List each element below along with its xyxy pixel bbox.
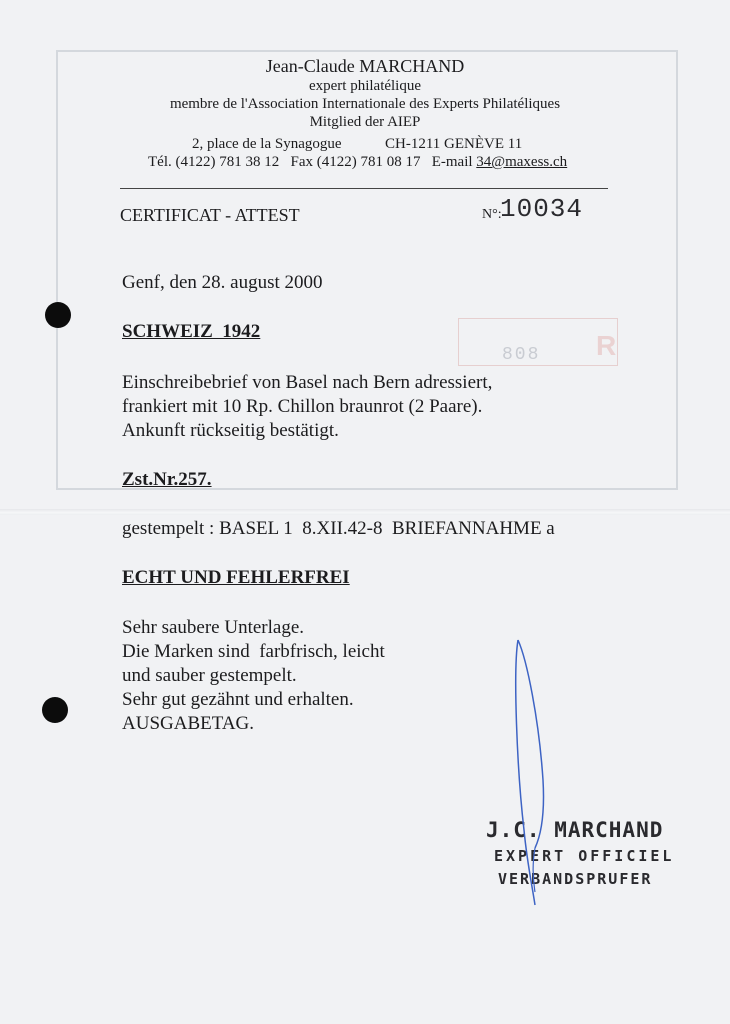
membership-line: membre de l'Association Internationale des Experts Philatéliques [169, 96, 561, 112]
description-line-3: Ankunft rückseitig bestätigt. [122, 420, 339, 441]
note-line-4: Sehr gut gezähnt und erhalten. [122, 689, 354, 710]
punch-hole-top [45, 302, 71, 328]
signature-mark [505, 630, 555, 915]
stamp-line-1: J.C. MARCHAND [486, 818, 664, 842]
stamp-line-3: VERBANDSPRUFER [498, 870, 653, 888]
verdict-heading: ECHT UND FEHLERFREI [122, 567, 350, 588]
catalog-number: Zst.Nr.257. [122, 469, 212, 490]
note-line-1: Sehr saubere Unterlage. [122, 617, 305, 638]
certificate-title: CERTIFICAT - ATTEST [120, 205, 300, 225]
expert-role: expert philatélique [308, 78, 422, 94]
phone-fax-label: Tél. (4122) 781 38 12 Fax (4122) 781 08 17 E-mail [148, 154, 473, 170]
show-through-r-mark: R [596, 330, 617, 361]
fold-line [0, 509, 730, 515]
punch-hole-bottom [42, 697, 68, 723]
contact-line [148, 154, 567, 171]
subject-heading: SCHWEIZ 1942 [122, 321, 261, 342]
certificate-number-label: N°: [482, 207, 502, 222]
email-link[interactable]: 34@maxess.ch [476, 154, 568, 170]
postmark-line: gestempelt : BASEL 1 8.XII.42-8 BRIEFANNAHME a [122, 518, 555, 539]
description-line-2: frankiert mit 10 Rp. Chillon braunrot (2 Paare). [122, 396, 483, 417]
expert-name: Jean-Claude MARCHAND [265, 56, 465, 76]
note-line-2: Die Marken sind farbfrisch, leicht [122, 641, 385, 662]
date-line: Genf, den 28. august 2000 [122, 272, 323, 293]
membership-de-line: Mitglied der AIEP [309, 114, 421, 130]
note-line-5: AUSGABETAG. [122, 713, 255, 734]
street-address: 2, place de la Synagogue [192, 136, 342, 152]
show-through-number: 808 [502, 345, 541, 365]
stamp-line-2: EXPERT OFFICIEL [494, 847, 675, 865]
postal-address: CH-1211 GENÈVE 11 [385, 136, 523, 152]
certificate-number: 10034 [500, 194, 584, 224]
header-divider [120, 188, 608, 189]
description-line-1: Einschreibebrief von Basel nach Bern adressiert, [122, 372, 493, 393]
note-line-3: und sauber gestempelt. [122, 665, 297, 686]
